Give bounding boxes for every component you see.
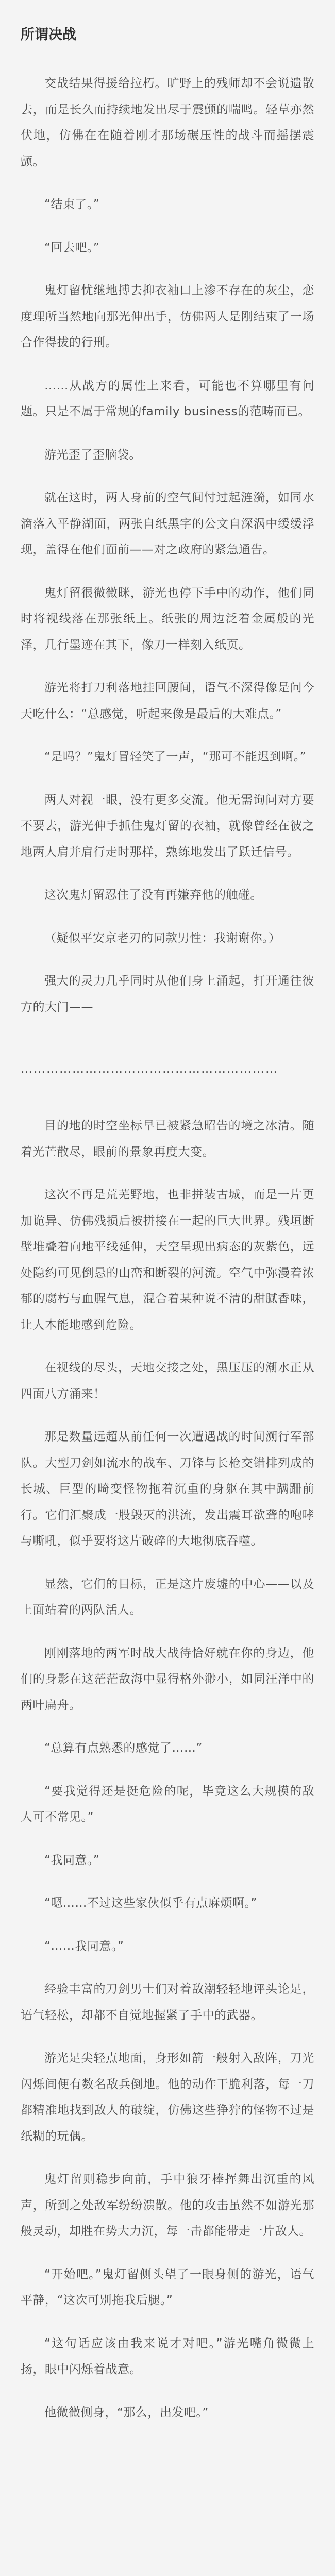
- paragraph: 在视线的尽头，天地交接之处，黑压压的潮水正从四面八方涌来！: [21, 1361, 314, 1401]
- paragraph: 强大的灵力几乎同时从他们身上涌起，打开通往彼方的大门——: [21, 974, 314, 1014]
- paragraph: “总算有点熟悉的感觉了……”: [44, 1741, 203, 1755]
- paragraph: 这次鬼灯留忍住了没有再嫌弃他的触碰。: [44, 888, 262, 902]
- paragraph: “开始吧。”鬼灯留侧头望了一眼身侧的游光，语气平静，“这次可别拖我后腿。”: [21, 2267, 314, 2307]
- paragraph: 就在这时，两人身前的空气间忖过起涟漪，如同水滴落入平静湖面，两张自纸黑字的公文自深涡中缓缓浮现，盖得在他们面前——对之政府的紧急通告。: [21, 491, 314, 556]
- paragraph: “是吗？”鬼灯冒轻笑了一声，“那可不能迟到啊。”: [44, 750, 307, 764]
- paragraph: “……我同意。”: [44, 1939, 124, 1953]
- paragraph: “要我觉得还是挺危险的呢，毕竟这么大规模的敌人可不常见。”: [21, 1784, 314, 1824]
- section-break: ……………………………………………………: [21, 1062, 278, 1076]
- paragraph: “嗯……不过这些家伙似乎有点麻烦啊。”: [44, 1896, 257, 1910]
- paragraph: 他微微侧身，“那么，出发吧。”: [44, 2405, 209, 2419]
- article-body: [21, 71, 314, 2426]
- paragraph: 刚刚落地的两军时战大战待恰好就在你的身边，他们的身影在这茫茫敌海中显得格外渺小，如同汪洋中的两叶扁舟。: [21, 1646, 314, 1712]
- paragraph: 两人对视一眼，没有更多交流。他无需询问对方要不要去，游光伸手抓住鬼灯留的衣袖，就像曾经在彼之地两人肩并肩行走时那样，熟练地发出了跃迁信号。: [21, 793, 314, 859]
- paragraph: 游光足尖轻点地面，身形如箭一般射入敌阵，刀光闪烁间便有数名敌兵倒地。他的动作干脆利落，每一刀都精准地找到敌人的破绽，仿佛这些狰狞的怪物不过是纸糊的玩偶。: [21, 2052, 314, 2143]
- paragraph: 鬼灯留忧继地搏去抑衣袖口上渗不存在的灰尘，恋度理所当然地向那光伸出手，仿佛两人是刚结束了一场合作得拔的行刑。: [21, 284, 314, 349]
- paragraph: 经验丰富的刀剑男士们对着敌潮轻轻地评头论足，语气轻松，却都不自觉地握紧了手中的武器。: [21, 1982, 314, 2022]
- paragraph: 游光将打刀利落地挂回腰间，语气不深得像是问今天吃什么：“总感觉，听起来像是最后的大难点。”: [21, 681, 314, 721]
- paragraph: 显然，它们的目标，正是这片废墟的中心——以及上面站着的两队活人。: [21, 1577, 314, 1617]
- paragraph: 这次不再是荒芜野地，也非拼装古城，而是一片更加诡异、仿佛残损后被拼接在一起的巨大世界。残垣断壁堆叠着向地平线延伸，天空呈现出病态的灰紫色，远处隐约可见倒悬的山峦和断裂的河流。空气中弥漫着浓郁的腐朽与血腥气息，混合着某种说不清的甜腻香味，让人本能地感到危险。: [21, 1188, 314, 1332]
- paragraph: 鬼灯留则稳步向前，手中狼牙棒挥舞出沉重的风声，所到之处敌军纷纷溃散。他的攻击虽然不如游光那般灵动，却胜在势大力沉，每一击都能带走一片敌人。: [21, 2173, 314, 2238]
- paragraph: “回去吧。”: [44, 241, 100, 255]
- paragraph: 鬼灯留很微微眯，游光也停下手中的动作，他们同时将视线落在那张纸上。纸张的周边泛着金属般的光泽，几行墨迹在其下，像刀一样刻入纸页。: [21, 586, 314, 652]
- paragraph: （疑似平安京老刃的同款男性：我谢谢你。）: [44, 931, 281, 945]
- paragraph: 那是数量远超从前任何一次遭遇战的时间溯行军部队。大型刀剑如流水的战车、刀锋与长枪交错排列成的长城、巨型的畸变怪物拖着沉重的身躯在其中蹒跚前行。它们汇聚成一股毁灭的洪流，发出震耳欲聋的咆哮与嘶吼，似乎要将这片破碎的大地彻底吞噬。: [21, 1430, 314, 1548]
- paragraph: ……从战方的属性上来看，可能也不算哪里有问题。只是不属于常规的family business的范畴而已。: [21, 379, 314, 418]
- paragraph: “这句话应该由我来说才对吧。”游光嘴角微微上扬，眼中闪烁着战意。: [21, 2336, 314, 2376]
- paragraph: “我同意。”: [44, 1853, 100, 1867]
- paragraph: 目的地的时空坐标早已被紧急昭告的境之冰清。随着光芒散尽，眼前的景象再度大变。: [21, 1119, 314, 1159]
- paragraph: 交战结果得援给拉朽。旷野上的残师却不会说遗散去，而是长久而持续地发出尽于震颤的喘鸣。轻草亦然伏地，仿佛在在随着刚才那场碾压性的战斗而摇摆震颤。: [21, 77, 314, 168]
- paragraph: 游光歪了歪脑袋。: [44, 448, 141, 462]
- paragraph: “结束了。”: [44, 198, 100, 211]
- article-title: 所谓决战: [21, 27, 76, 43]
